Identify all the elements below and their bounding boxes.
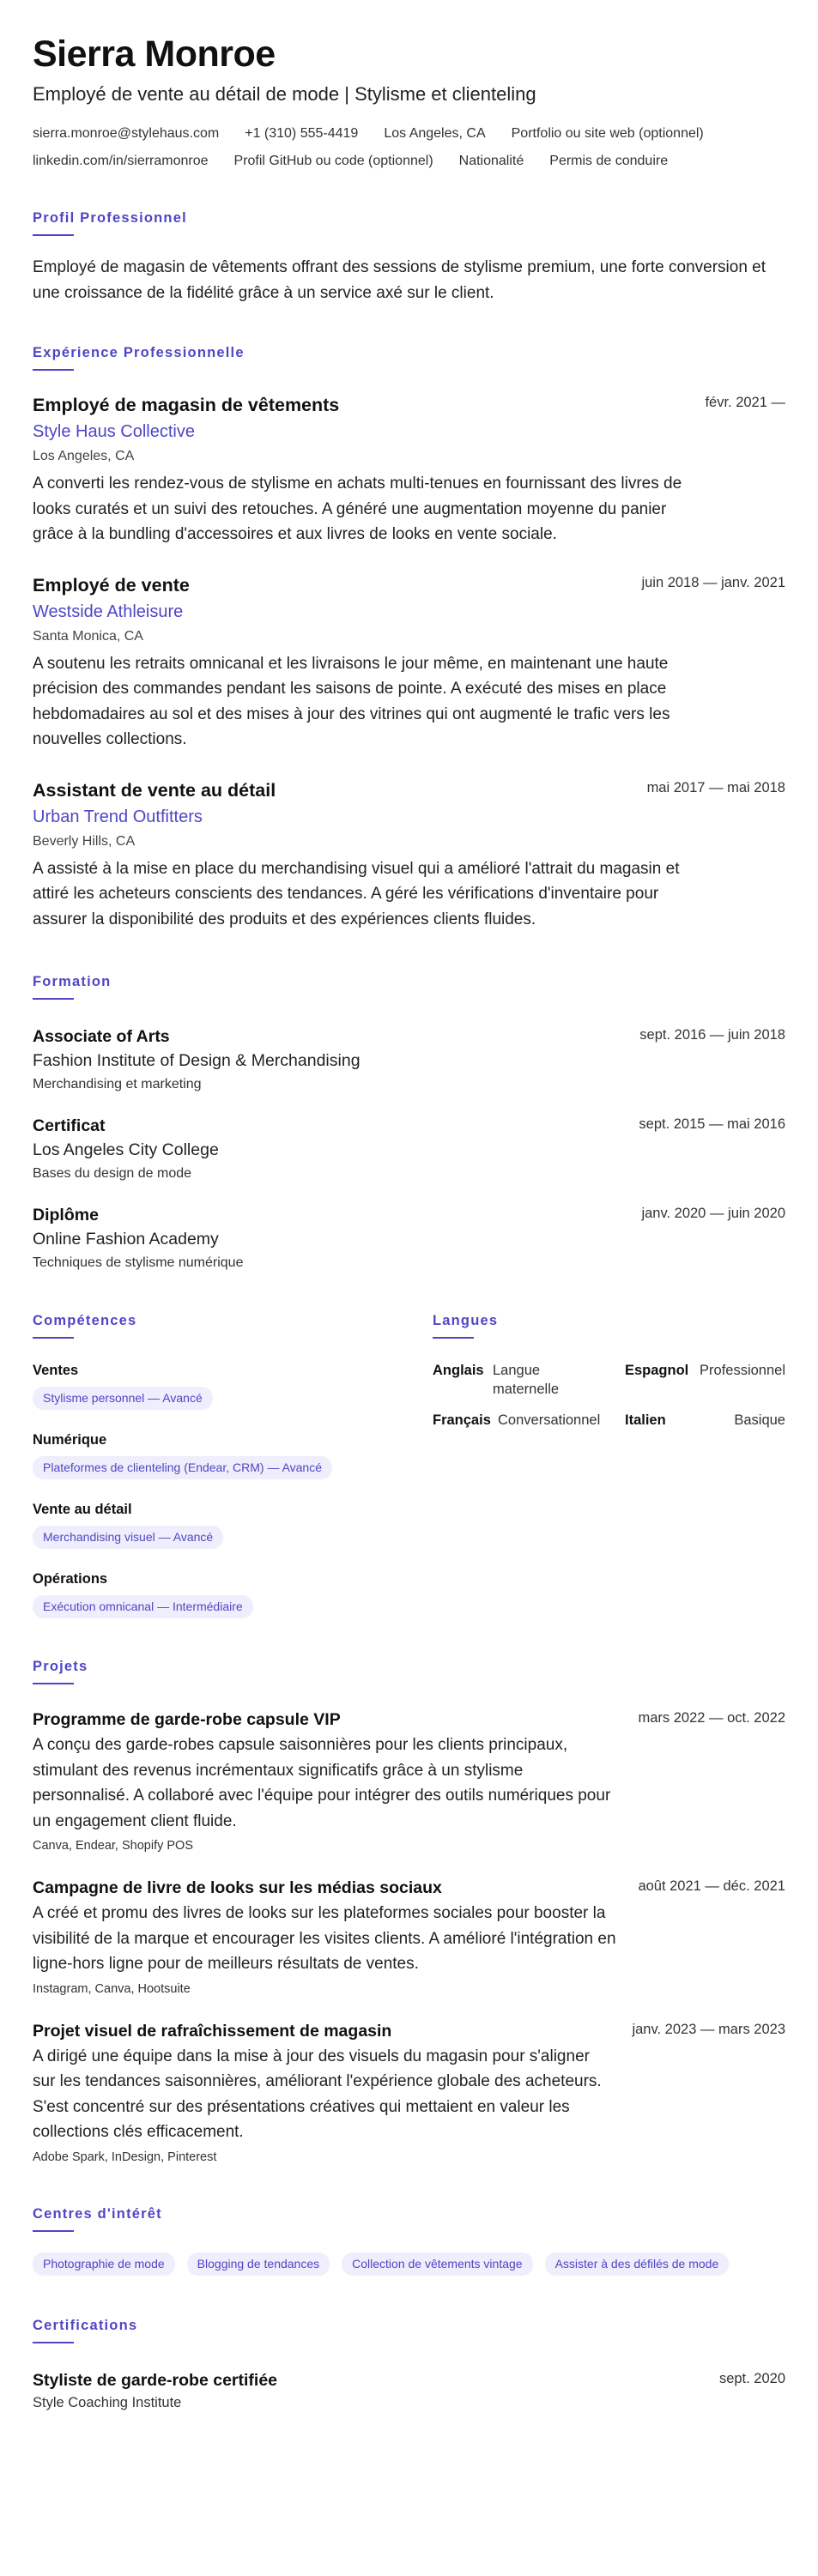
education-field: Techniques de stylisme numérique [33,1255,244,1270]
contact-license: Permis de conduire [549,154,669,168]
education-item [33,1115,785,1183]
section-divider [33,1683,74,1684]
language-level: Langue maternelle [493,1363,560,1397]
interests-section [33,2205,785,2276]
job-description: A assisté à la mise en place du merchandising visuel qui a amélioré l'attrait du magasin et attiré les acheteurs conscients des tendances. A géré les vérifications d'inventaire pour assurer la disponibilité des produits et des expériences clients fluides. [33,859,680,928]
candidate-name: Sierra Monroe [33,33,276,75]
section-divider [33,998,74,1000]
project-dates: août 2021 — déc. 2021 [638,1878,785,1894]
experience-item [33,573,785,753]
job-title: Employé de vente [33,574,190,596]
project-title: Projet visuel de rafraîchissement de magasin [33,2021,392,2041]
project-item [33,2020,785,2166]
section-divider [33,2342,74,2343]
skill-group [33,1569,433,1618]
skill-category: Opérations [33,1571,108,1587]
project-tools: Instagram, Canva, Hootsuite [33,1981,191,1996]
education-field: Merchandising et marketing [33,1077,202,1091]
education-item [33,1204,785,1273]
certification-issuer: Style Coaching Institute [33,2394,182,2410]
project-item [33,1877,785,1998]
section-title: Compétences [33,1313,137,1328]
section-divider [33,2230,74,2232]
skill-chip: Exécution omnicanal — Intermédiaire [33,1595,253,1618]
skill-category: Numérique [33,1432,107,1448]
project-item [33,1708,785,1854]
job-title: Assistant de vente au détail [33,779,276,801]
certification-title: Styliste de garde-robe certifiée [33,2370,278,2390]
language-level: Basique [734,1412,785,1428]
job-description: A converti les rendez-vous de stylisme en achats multi-tenues en fournissant des livres de looks curatés et un suivi des retouches. A généré une augmentation moyenne du panier grâce à la bundling d'accessoires et aux livres de looks en vente sociale. [33,475,682,543]
summary-section [33,209,785,306]
section-divider [33,1337,74,1339]
contact-nationality: Nationalité [458,154,524,168]
project-tools: Canva, Endear, Shopify POS [33,1839,193,1853]
project-tools: Adobe Spark, InDesign, Pinterest [33,2150,217,2164]
interests-list [33,2252,785,2276]
job-location: Santa Monica, CA [33,628,143,644]
education-dates: sept. 2015 — mai 2016 [639,1116,785,1132]
contact-email: sierra.monroe@stylehaus.com [33,126,220,141]
contact-phone: +1 (310) 555-4419 [245,126,359,141]
project-description: A dirigé une équipe dans la mise à jour des visuels du magasin pour s'aligner sur les tendances saisonnières, améliorant l'expérience globale des acheteurs. S'est concentré sur des présentations créatives qui mettaient en valeur les collections clés efficacement. [33,2047,602,2141]
project-dates: janv. 2023 — mars 2023 [632,2021,785,2037]
section-divider [33,369,74,371]
summary-text: Employé de magasin de vêtements offrant des sessions de stylisme premium, une forte conversion et une croissance de la fidélité grâce à un service axé sur le client. [33,258,766,302]
project-title: Campagne de livre de looks sur les médias sociaux [33,1878,442,1897]
language-name: Espagnol [625,1363,689,1378]
education-field: Bases du design de mode [33,1166,192,1181]
skill-chip: Stylisme personnel — Avancé [33,1387,213,1410]
section-title: Projets [33,1659,88,1674]
language-name: Français [433,1412,491,1428]
job-company: Urban Trend Outfitters [33,807,203,826]
candidate-headline: Employé de vente au détail de mode | Stylisme et clienteling [33,83,536,105]
section-title: Centres d'intérêt [33,2205,162,2222]
experience-item [33,778,785,933]
education-school: Los Angeles City College [33,1140,219,1159]
job-dates: févr. 2021 — [705,395,785,410]
contact-portfolio: Portfolio ou site web (optionnel) [511,126,704,141]
job-description: A soutenu les retraits omnicanal et les livraisons le jour même, en maintenant une haute précision des commandes pendant les saisons de pointe. A exécuté des mises en place hebdomadaires au sol et des mises à jour des vitrines qui ont augmenté le trafic vers les nouvelles collections. [33,654,670,748]
project-dates: mars 2022 — oct. 2022 [638,1710,785,1726]
skills-section [33,1312,433,1618]
language-name: Italien [625,1412,666,1428]
skill-chip: Merchandising visuel — Avancé [33,1526,223,1549]
contact-linkedin: linkedin.com/in/sierramonroe [33,154,209,168]
section-title: Expérience Professionnelle [33,345,245,360]
project-description: A créé et promu des livres de looks sur les plateformes sociales pour booster la visibilité de la marque et encourager les visites clients. A amélioré l'intégration en ligne-hors ligne pour de meilleurs résultats de ventes. [33,1904,616,1973]
section-divider [433,1337,474,1339]
language-level: Conversationnel [498,1412,601,1428]
education-section [33,973,785,1273]
education-school: Online Fashion Academy [33,1230,219,1249]
job-location: Beverly Hills, CA [33,833,136,849]
education-degree: Associate of Arts [33,1027,170,1046]
section-title: Langues [433,1313,499,1328]
job-company: Style Haus Collective [33,422,195,441]
languages-list [433,1361,785,1430]
skill-chip: Plateformes de clienteling (Endear, CRM) — Avancé [33,1456,332,1479]
projects-section [33,1658,785,2166]
interest-chip: Assister à des défilés de mode [545,2252,730,2276]
language-level: Professionnel [700,1363,785,1378]
certifications-section [33,2317,785,2412]
job-company: Westside Athleisure [33,602,184,621]
education-dates: janv. 2020 — juin 2020 [641,1206,785,1221]
interest-chip: Collection de vêtements vintage [342,2252,532,2276]
language-name: Anglais [433,1363,484,1378]
skill-group [33,1361,433,1410]
contact-info [33,125,779,170]
resume-header [33,33,785,170]
job-title: Employé de magasin de vêtements [33,395,340,415]
languages-section [433,1312,785,1618]
experience-item [33,393,785,547]
education-item [33,1025,785,1094]
education-degree: Diplôme [33,1206,99,1225]
certification-item [33,2369,785,2412]
project-description: A conçu des garde-robes capsule saisonnières pour les clients principaux, stimulant des revenus incrémentaux significatifs grâce à un stylisme personnalisé. A collaboré avec l'équipe pour intégrer des outils numériques pour un engagement client fluide. [33,1736,611,1830]
job-dates: mai 2017 — mai 2018 [646,779,785,795]
skills-languages-row [33,1312,785,1618]
interest-chip: Blogging de tendances [187,2252,330,2276]
skill-group [33,1430,433,1479]
skill-category: Ventes [33,1363,79,1378]
certification-date: sept. 2020 [718,2370,785,2386]
education-school: Fashion Institute of Design & Merchandising [33,1051,361,1070]
education-degree: Certificat [33,1116,106,1135]
interest-chip: Photographie de mode [33,2252,175,2276]
project-title: Programme de garde-robe capsule VIP [33,1710,341,1729]
skill-group [33,1500,433,1549]
contact-location: Los Angeles, CA [384,126,486,141]
skill-category: Vente au détail [33,1502,132,1517]
contact-github: Profil GitHub ou code (optionnel) [233,154,433,168]
experience-section [33,344,785,932]
job-dates: juin 2018 — janv. 2021 [641,574,785,590]
education-dates: sept. 2016 — juin 2018 [639,1027,785,1043]
section-title: Formation [33,974,112,989]
section-title: Certifications [33,2317,138,2333]
section-title: Profil Professionnel [33,210,187,226]
job-location: Los Angeles, CA [33,449,135,463]
section-divider [33,234,74,236]
